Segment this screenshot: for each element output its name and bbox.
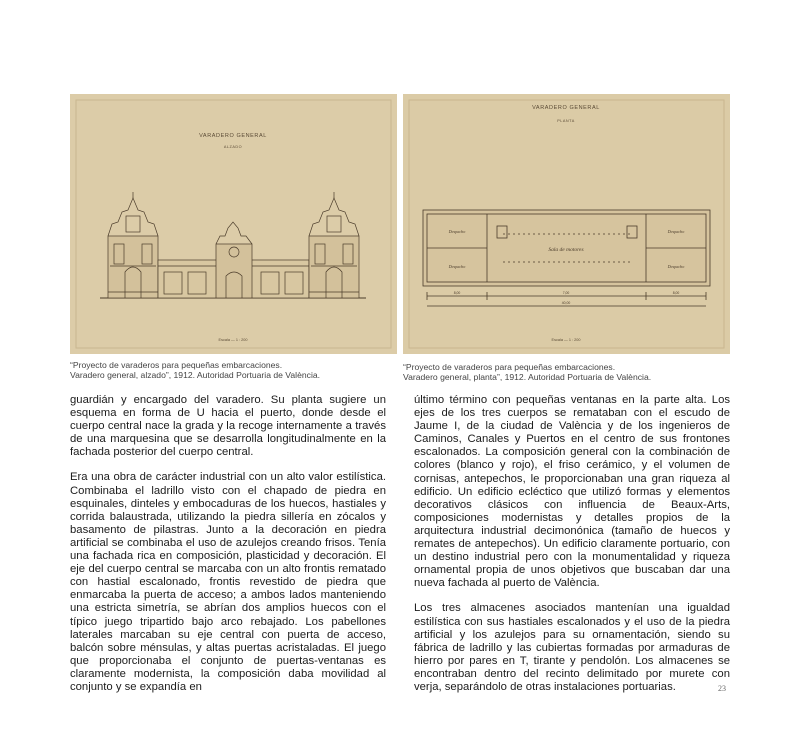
text-column-left: [70, 394, 386, 706]
dimension-label: 8,00: [453, 291, 461, 295]
room-label: Despacho: [667, 229, 685, 234]
dimension-label: 40,00: [561, 301, 571, 305]
room-label: Despacho: [448, 264, 466, 269]
floor-plan-drawing: [403, 94, 730, 354]
elevation-sketch: [70, 94, 397, 354]
body-paragraph: último término con pequeñas ventanas en la parte alta. Los ejes de los tres cuerpos se remataban con el escudo de Jaume I, de la ciudad de València y de los ingenieros de Caminos, Canales y Puertos en el centro de sus frontones escalonados. La composición general con la combinación de colores (blanco y rojo), el friso cerámico, y el volumen de cornisas, antepechos, le proporcionaban una gran riqueza al edificio. Un edificio ecléctico que utilizó formas y elementos decorativos clásicos con influencia de Beaux-Arts, composiciones modernistas y detalles propios de la arquitectura industrial decimonónica (tamaño de huecos y remates de antepechos). Un edificio claramente portuario, con un destino industrial pero con la monumentalidad y riqueza ornamental propia de unos objetivos que buscaban dar una nueva fachada al puerto de València.: [414, 394, 730, 590]
room-label: Sala de motores: [548, 247, 584, 253]
caption-line: Varadero general, alzado”, 1912. Autoridad Portuaria de València.: [70, 370, 321, 380]
elevation-scale: Escala — 1 : 200: [218, 338, 248, 342]
figure-caption-left: [70, 360, 400, 380]
dimension-label: 7,00: [562, 291, 570, 295]
caption-line: “Proyecto de varaderos para pequeñas embarcaciones.: [70, 360, 283, 370]
plan-subtitle: PLANTA: [557, 119, 575, 123]
figure-caption-right: [403, 362, 733, 382]
elevation-subtitle: ALZADO: [223, 145, 243, 149]
text-column-right: [414, 394, 730, 706]
body-paragraph: Era una obra de carácter industrial con un alto valor estilística. Combinaba el ladrillo visto con el chapado de piedra en esquinales, dinteles y embocaduras de los huecos, hastiales y corrida balaustrada, utilizando la piedra sillería en zócalos y basamento de pilastras. Junto a la decoración en piedra artificial se combinaba el uso de azulejos creando frisos. Tenía una fachada rica en composición, plasticidad y decoración. El eje del cuerpo central se marcaba con un alto frontis rematado con hastial escalonado, frontis revestido de piedra que enmarcaba la puerta de acceso; a ambos lados manteniendo una estricta simetría, se abrían dos amplios huecos con el típico juego tripartido bajo arco rebajado. Los pabellones laterales marcaban su eje central con puerta de acceso, balcón sobre ménsulas, y altas puertas acristaladas. El juego que proporcionaba el conjunto de puertas-ventanas es claramente modernista, la composición daba movilidad al conjunto y se expandía en: [70, 471, 386, 693]
caption-line: “Proyecto de varaderos para pequeñas embarcaciones.: [403, 362, 616, 372]
room-label: Despacho: [448, 229, 466, 234]
page-number: 23: [718, 684, 726, 693]
body-paragraph: guardián y encargado del varadero. Su planta sugiere un esquema en forma de U hacia el puerto, donde desde el cuerpo central nace la grada y la recoge internamente a través de una marquesina que se desarrolla longitudinalmente en la fachada posterior del cuerpo central.: [70, 394, 386, 459]
plan-scale: Escala — 1 : 200: [551, 338, 581, 342]
elevation-title: VARADERO GENERAL: [199, 133, 267, 139]
dimension-label: 8,00: [672, 291, 680, 295]
caption-line: Varadero general, planta”, 1912. Autoridad Portuaria de València.: [403, 372, 652, 382]
plan-sketch: [403, 94, 730, 354]
plan-title: VARADERO GENERAL: [532, 105, 600, 111]
body-paragraph: Los tres almacenes asociados mantenían una igualdad estilística con sus hastiales escalonados y el uso de la piedra artificial y los azulejos para su ornamentación, siendo su fábrica de ladrillo y las cubiertas formadas por armaduras de hierro por pares en T, tirante y pendolón. Los almacenes se encontraban dentro del recinto delimitado por murete con verja, separándolo de otras instalaciones portuarias.: [414, 602, 730, 693]
elevation-drawing: [70, 94, 397, 354]
room-label: Despacho: [667, 264, 685, 269]
